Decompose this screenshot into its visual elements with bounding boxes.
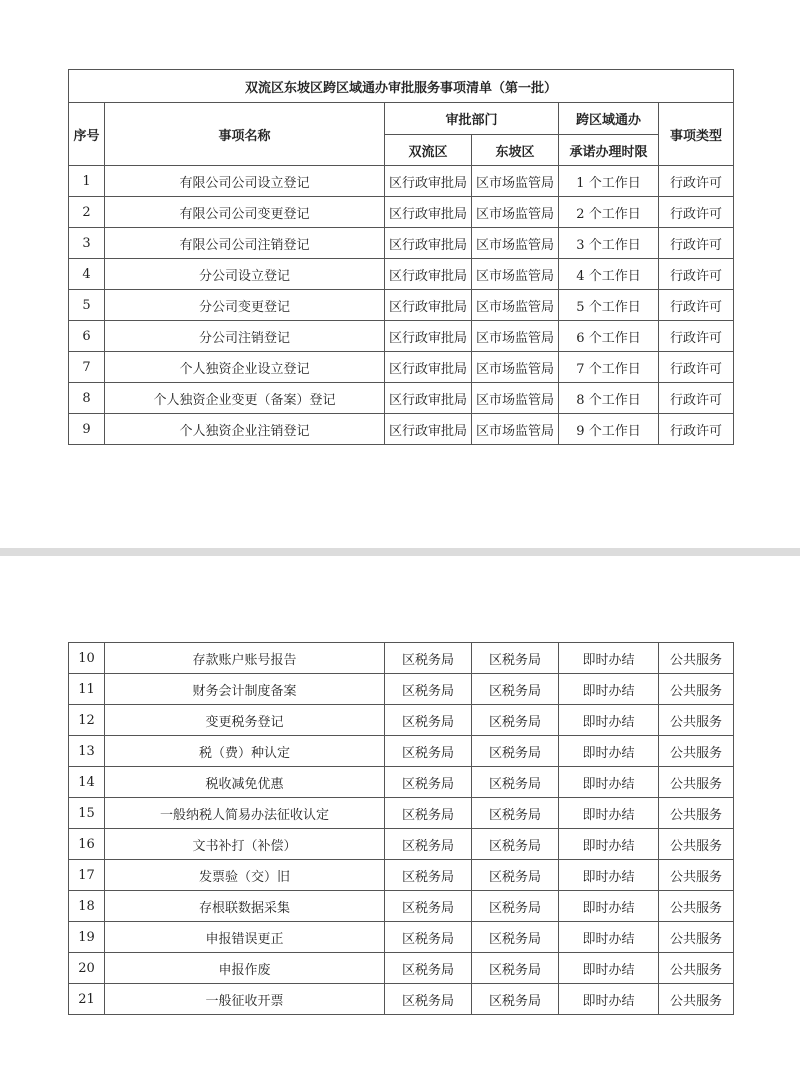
cell-dept-shuangliu: 区税务局 (385, 767, 472, 798)
cell-item-type: 公共服务 (659, 705, 734, 736)
header-dept-shuangliu: 双流区 (385, 135, 472, 166)
cell-time-limit: 即时办结 (559, 891, 659, 922)
table-row (69, 414, 734, 445)
cell-dept-dongpo: 区税务局 (472, 705, 559, 736)
table-title: 双流区东坡区跨区域通办审批服务事项清单（第一批） (69, 70, 734, 103)
cell-item-name: 税（费）种认定 (105, 736, 385, 767)
services-table-part-1 (68, 69, 734, 445)
cell-dept-dongpo: 区税务局 (472, 953, 559, 984)
page-separator (0, 548, 800, 556)
header-dept-dongpo: 东坡区 (472, 135, 559, 166)
cell-time-limit: 6 个工作日 (559, 321, 659, 352)
header-name: 事项名称 (105, 103, 385, 166)
cell-item-type: 行政许可 (659, 383, 734, 414)
table-row (69, 953, 734, 984)
cell-time-limit: 9 个工作日 (559, 414, 659, 445)
cell-seq: 19 (69, 922, 105, 953)
cell-seq: 2 (69, 197, 105, 228)
cell-dept-dongpo: 区税务局 (472, 674, 559, 705)
cell-item-name: 税收减免优惠 (105, 767, 385, 798)
cell-seq: 8 (69, 383, 105, 414)
cell-item-type: 行政许可 (659, 414, 734, 445)
cell-dept-dongpo: 区税务局 (472, 829, 559, 860)
cell-item-type: 行政许可 (659, 352, 734, 383)
cell-dept-dongpo: 区税务局 (472, 767, 559, 798)
cell-seq: 4 (69, 259, 105, 290)
cell-item-type: 公共服务 (659, 891, 734, 922)
cell-item-name: 分公司设立登记 (105, 259, 385, 290)
cell-dept-dongpo: 区市场监管局 (472, 166, 559, 197)
cell-item-name: 存款账户账号报告 (105, 643, 385, 674)
cell-time-limit: 即时办结 (559, 736, 659, 767)
cell-dept-dongpo: 区税务局 (472, 798, 559, 829)
table-row (69, 829, 734, 860)
cell-dept-shuangliu: 区税务局 (385, 922, 472, 953)
table-row (69, 383, 734, 414)
cell-item-name: 申报错误更正 (105, 922, 385, 953)
cell-time-limit: 1 个工作日 (559, 166, 659, 197)
cell-item-type: 公共服务 (659, 798, 734, 829)
table-row (69, 197, 734, 228)
cell-dept-shuangliu: 区行政审批局 (385, 321, 472, 352)
cell-dept-dongpo: 区税务局 (472, 736, 559, 767)
table-row (69, 643, 734, 674)
cell-seq: 17 (69, 860, 105, 891)
cell-time-limit: 即时办结 (559, 643, 659, 674)
cell-dept-shuangliu: 区行政审批局 (385, 197, 472, 228)
cell-seq: 21 (69, 984, 105, 1015)
cell-dept-shuangliu: 区行政审批局 (385, 383, 472, 414)
cell-item-name: 个人独资企业注销登记 (105, 414, 385, 445)
cell-item-name: 分公司注销登记 (105, 321, 385, 352)
cell-dept-shuangliu: 区行政审批局 (385, 290, 472, 321)
cell-item-type: 公共服务 (659, 860, 734, 891)
document-page-2 (0, 556, 800, 1085)
header-dept: 审批部门 (385, 103, 559, 135)
cell-time-limit: 2 个工作日 (559, 197, 659, 228)
cell-dept-dongpo: 区税务局 (472, 922, 559, 953)
cell-item-name: 文书补打（补偿） (105, 829, 385, 860)
cell-item-name: 一般征收开票 (105, 984, 385, 1015)
cell-item-name: 变更税务登记 (105, 705, 385, 736)
cell-seq: 3 (69, 228, 105, 259)
cell-item-name: 有限公司公司设立登记 (105, 166, 385, 197)
table-row (69, 674, 734, 705)
header-type: 事项类型 (659, 103, 734, 166)
table-row (69, 705, 734, 736)
cell-time-limit: 即时办结 (559, 829, 659, 860)
cell-time-limit: 即时办结 (559, 922, 659, 953)
cell-time-limit: 8 个工作日 (559, 383, 659, 414)
table-row (69, 736, 734, 767)
cell-item-name: 有限公司公司注销登记 (105, 228, 385, 259)
cell-dept-shuangliu: 区税务局 (385, 829, 472, 860)
cell-dept-shuangliu: 区税务局 (385, 705, 472, 736)
cell-item-type: 公共服务 (659, 643, 734, 674)
cell-seq: 16 (69, 829, 105, 860)
cell-dept-dongpo: 区市场监管局 (472, 414, 559, 445)
cell-item-name: 个人独资企业变更（备案）登记 (105, 383, 385, 414)
cell-seq: 20 (69, 953, 105, 984)
cell-dept-dongpo: 区市场监管局 (472, 352, 559, 383)
cell-item-type: 行政许可 (659, 259, 734, 290)
cell-seq: 14 (69, 767, 105, 798)
header-time-line2: 承诺办理时限 (559, 135, 659, 166)
table-row (69, 321, 734, 352)
cell-dept-shuangliu: 区税务局 (385, 860, 472, 891)
cell-dept-shuangliu: 区行政审批局 (385, 414, 472, 445)
cell-item-type: 行政许可 (659, 321, 734, 352)
cell-dept-shuangliu: 区行政审批局 (385, 352, 472, 383)
table-row (69, 984, 734, 1015)
cell-time-limit: 7 个工作日 (559, 352, 659, 383)
cell-seq: 5 (69, 290, 105, 321)
cell-dept-dongpo: 区税务局 (472, 643, 559, 674)
cell-dept-shuangliu: 区税务局 (385, 798, 472, 829)
cell-item-type: 公共服务 (659, 736, 734, 767)
cell-seq: 7 (69, 352, 105, 383)
cell-item-name: 一般纳税人简易办法征收认定 (105, 798, 385, 829)
cell-dept-shuangliu: 区行政审批局 (385, 259, 472, 290)
cell-seq: 15 (69, 798, 105, 829)
cell-item-type: 行政许可 (659, 228, 734, 259)
cell-item-type: 公共服务 (659, 984, 734, 1015)
cell-seq: 12 (69, 705, 105, 736)
cell-dept-shuangliu: 区税务局 (385, 643, 472, 674)
cell-seq: 1 (69, 166, 105, 197)
cell-time-limit: 即时办结 (559, 798, 659, 829)
cell-dept-dongpo: 区市场监管局 (472, 197, 559, 228)
cell-item-name: 分公司变更登记 (105, 290, 385, 321)
cell-item-name: 个人独资企业设立登记 (105, 352, 385, 383)
cell-item-type: 公共服务 (659, 829, 734, 860)
table-row (69, 166, 734, 197)
cell-seq: 9 (69, 414, 105, 445)
cell-time-limit: 即时办结 (559, 953, 659, 984)
table-row (69, 767, 734, 798)
cell-item-name: 有限公司公司变更登记 (105, 197, 385, 228)
cell-item-type: 行政许可 (659, 166, 734, 197)
cell-item-type: 公共服务 (659, 922, 734, 953)
cell-time-limit: 4 个工作日 (559, 259, 659, 290)
cell-item-type: 公共服务 (659, 953, 734, 984)
cell-dept-dongpo: 区市场监管局 (472, 383, 559, 414)
table-row (69, 259, 734, 290)
table-row (69, 228, 734, 259)
cell-dept-dongpo: 区税务局 (472, 891, 559, 922)
cell-time-limit: 即时办结 (559, 767, 659, 798)
table-row (69, 860, 734, 891)
cell-item-type: 行政许可 (659, 290, 734, 321)
cell-dept-shuangliu: 区行政审批局 (385, 228, 472, 259)
cell-dept-dongpo: 区市场监管局 (472, 290, 559, 321)
cell-dept-shuangliu: 区税务局 (385, 953, 472, 984)
table-row (69, 290, 734, 321)
cell-item-type: 行政许可 (659, 197, 734, 228)
cell-dept-shuangliu: 区税务局 (385, 674, 472, 705)
cell-item-name: 申报作废 (105, 953, 385, 984)
cell-seq: 11 (69, 674, 105, 705)
cell-dept-shuangliu: 区税务局 (385, 984, 472, 1015)
table-row (69, 798, 734, 829)
cell-time-limit: 即时办结 (559, 984, 659, 1015)
cell-item-name: 发票验（交）旧 (105, 860, 385, 891)
cell-item-name: 存根联数据采集 (105, 891, 385, 922)
services-table-part-2 (68, 642, 734, 1015)
cell-time-limit: 即时办结 (559, 674, 659, 705)
cell-dept-dongpo: 区税务局 (472, 860, 559, 891)
cell-dept-shuangliu: 区税务局 (385, 736, 472, 767)
cell-seq: 10 (69, 643, 105, 674)
cell-time-limit: 5 个工作日 (559, 290, 659, 321)
cell-dept-shuangliu: 区税务局 (385, 891, 472, 922)
cell-seq: 13 (69, 736, 105, 767)
cell-item-type: 公共服务 (659, 674, 734, 705)
cell-item-name: 财务会计制度备案 (105, 674, 385, 705)
cell-dept-dongpo: 区市场监管局 (472, 228, 559, 259)
table-row (69, 922, 734, 953)
cell-item-type: 公共服务 (659, 767, 734, 798)
cell-time-limit: 即时办结 (559, 705, 659, 736)
header-time-line1: 跨区域通办 (559, 103, 659, 135)
cell-time-limit: 3 个工作日 (559, 228, 659, 259)
table-row (69, 891, 734, 922)
table-row (69, 352, 734, 383)
cell-dept-dongpo: 区市场监管局 (472, 259, 559, 290)
cell-seq: 18 (69, 891, 105, 922)
cell-dept-dongpo: 区税务局 (472, 984, 559, 1015)
cell-time-limit: 即时办结 (559, 860, 659, 891)
header-seq: 序号 (69, 103, 105, 166)
cell-dept-dongpo: 区市场监管局 (472, 321, 559, 352)
cell-dept-shuangliu: 区行政审批局 (385, 166, 472, 197)
cell-seq: 6 (69, 321, 105, 352)
